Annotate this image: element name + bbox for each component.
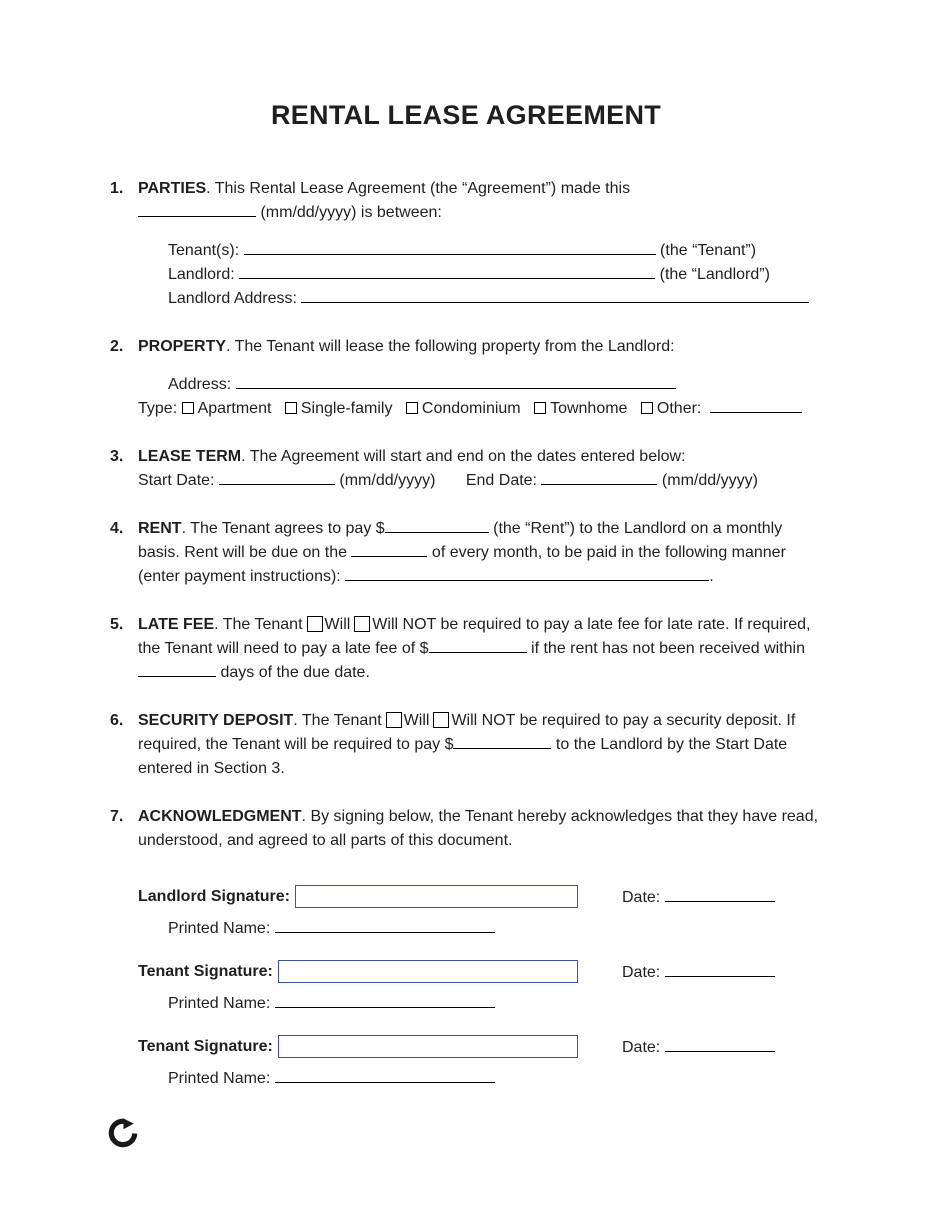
- end-date-format: (mm/dd/yyyy): [661, 472, 758, 489]
- late-fee-will-not-label: Will NOT: [372, 616, 436, 633]
- townhome-checkbox[interactable]: [534, 402, 546, 414]
- other-type-blank: [710, 398, 802, 413]
- end-date-label: End Date:: [465, 472, 537, 489]
- tenant-signature-field-2[interactable]: [278, 1035, 578, 1058]
- late-fee-will-label: Will: [324, 616, 351, 633]
- landlord-signature-row: [138, 885, 822, 908]
- parties-heading: PARTIES: [138, 180, 207, 197]
- type-option-condominium: [406, 400, 521, 417]
- section-late-fee: [110, 613, 822, 685]
- late-fee-amount-blank: [429, 638, 527, 653]
- tenant-printed-name-label-1: Printed Name:: [168, 995, 271, 1012]
- section-lease-term: [110, 445, 822, 493]
- property-address-wrap: [168, 373, 822, 397]
- parties-fields: [168, 239, 822, 311]
- landlord-date-blank: [665, 887, 775, 902]
- lease-term-intro-text: . The Agreement will start and end on the dates entered below:: [241, 448, 686, 465]
- property-type-label: Type:: [138, 400, 178, 417]
- property-intro-line: [138, 335, 822, 359]
- section-number-rent: 4.: [110, 520, 124, 537]
- security-deposit-text-2: to the Landlord by the Start Date entered in Section 3.: [138, 736, 788, 777]
- start-date-format: (mm/dd/yyyy): [339, 472, 436, 489]
- section-security-deposit: [110, 709, 822, 781]
- tenant-signature-block-2: [138, 1035, 822, 1088]
- tenant-date-group-2: [622, 1037, 775, 1057]
- late-fee-text: be required to pay a late fee for late rate. If required, the Tenant will need to pay a late fee of $: [138, 616, 811, 657]
- tenant-printed-name-label-2: Printed Name:: [168, 1070, 271, 1087]
- parties-date-format: (mm/dd/yyyy) is between:: [260, 204, 442, 221]
- rent-amount-blank: [385, 518, 489, 533]
- security-deposit-will-not-checkbox[interactable]: [433, 712, 449, 728]
- property-intro-text: . The Tenant will lease the following property from the Landlord:: [226, 338, 675, 355]
- start-date-blank: [219, 470, 335, 485]
- property-address-label: Address:: [168, 376, 232, 393]
- tenant-label: Tenant(s):: [168, 242, 240, 259]
- townhome-label: Townhome: [550, 400, 628, 417]
- tenant-signature-row-1: [138, 960, 822, 983]
- tenant-date-label-2: Date:: [622, 1038, 661, 1056]
- landlord-signature-left: [138, 885, 578, 908]
- property-body: [138, 335, 822, 421]
- tenant-printed-name-line-1: [168, 993, 822, 1013]
- landlord-address-line: [168, 287, 822, 311]
- section-acknowledgment: [110, 805, 822, 853]
- end-date-group: [466, 472, 758, 489]
- parties-intro-line: [138, 177, 822, 201]
- tenant-signature-left-2: [138, 1035, 578, 1058]
- rent-paragraph: [138, 517, 822, 589]
- tenant-signature-block-1: [138, 960, 822, 1013]
- late-fee-text-3: days of the due date.: [220, 664, 370, 681]
- landlord-printed-name-label: Printed Name:: [168, 920, 271, 937]
- security-deposit-body: [138, 709, 822, 781]
- type-option-other: [641, 400, 701, 417]
- tenant-printed-name-line-2: [168, 1068, 822, 1088]
- section-rent: [110, 517, 822, 589]
- type-option-single-family: [285, 400, 393, 417]
- landlord-signature-field[interactable]: [295, 885, 578, 908]
- section-number-acknowledgment: 7.: [110, 808, 124, 825]
- late-fee-will-checkbox[interactable]: [307, 616, 323, 632]
- security-deposit-will-label: Will: [403, 712, 430, 729]
- acknowledgment-body: [138, 805, 822, 853]
- acknowledgment-text: . By signing below, the Tenant hereby acknowledges that they have read, understood, and agreed to all parts of this document.: [138, 808, 819, 849]
- apartment-checkbox[interactable]: [182, 402, 194, 414]
- lease-term-dates-line: [138, 469, 822, 493]
- tenant-suffix: (the “Tenant”): [660, 242, 757, 259]
- tenant-name-blank: [244, 240, 656, 255]
- start-date-label: Start Date:: [138, 472, 215, 489]
- landlord-address-label: Landlord Address:: [168, 290, 297, 307]
- tenant-date-blank-2: [665, 1037, 775, 1052]
- rent-heading: RENT: [138, 520, 182, 537]
- tenant-date-label-1: Date:: [622, 963, 661, 981]
- rent-text-a: . The Tenant agrees to pay $: [181, 520, 385, 537]
- circular-arrow-logo: [108, 1118, 138, 1148]
- landlord-printed-name-blank: [275, 918, 495, 933]
- rent-period: .: [709, 568, 714, 585]
- tenant-printed-name-blank-2: [275, 1068, 495, 1083]
- security-deposit-text: be required to pay a security deposit. If required, the Tenant will be required to pay $: [138, 712, 796, 753]
- property-type-line: [138, 397, 822, 421]
- section-number-parties: 1.: [110, 180, 124, 197]
- security-deposit-lead: . The Tenant: [293, 712, 382, 729]
- landlord-address-blank: [301, 288, 809, 303]
- security-deposit-will-checkbox[interactable]: [386, 712, 402, 728]
- landlord-line: [168, 263, 822, 287]
- lease-term-heading: LEASE TERM: [138, 448, 242, 465]
- tenant-line: [168, 239, 822, 263]
- acknowledgment-paragraph: [138, 805, 822, 853]
- single-family-label: Single-family: [300, 400, 393, 417]
- tenant-signature-row-2: [138, 1035, 822, 1058]
- rent-due-day-blank: [351, 542, 427, 557]
- condominium-checkbox[interactable]: [406, 402, 418, 414]
- security-deposit-amount-blank: [453, 734, 551, 749]
- parties-date-line: [138, 201, 822, 225]
- rent-text-b: (the “Rent”) to the Landlord on a monthly basis. Rent will be due on the: [138, 520, 783, 561]
- tenant-date-blank-1: [665, 962, 775, 977]
- landlord-date-label: Date:: [622, 888, 661, 906]
- tenant-printed-name-blank-1: [275, 993, 495, 1008]
- tenant-date-group-1: [622, 962, 775, 982]
- late-fee-paragraph: [138, 613, 822, 685]
- late-fee-heading: LATE FEE: [138, 616, 215, 633]
- agreement-date-blank: [138, 202, 256, 217]
- signature-area: [138, 885, 822, 1088]
- property-address-blank: [236, 374, 676, 389]
- landlord-suffix: (the “Landlord”): [659, 266, 770, 283]
- end-date-blank: [541, 470, 657, 485]
- section-parties: [110, 177, 822, 311]
- tenant-signature-left-1: [138, 960, 578, 983]
- security-deposit-heading: SECURITY DEPOSIT: [138, 712, 294, 729]
- security-deposit-paragraph: [138, 709, 822, 781]
- section-number-late-fee: 5.: [110, 616, 124, 633]
- single-family-checkbox[interactable]: [285, 402, 297, 414]
- other-label: Other:: [656, 400, 702, 417]
- landlord-printed-name-line: [168, 918, 822, 938]
- property-address-line: [168, 373, 822, 397]
- apartment-label: Apartment: [197, 400, 272, 417]
- type-option-apartment: [182, 400, 272, 417]
- late-fee-body: [138, 613, 822, 685]
- tenant-signature-field-1[interactable]: [278, 960, 578, 983]
- type-option-townhome: [534, 400, 627, 417]
- landlord-name-blank: [239, 264, 655, 279]
- landlord-signature-label: Landlord Signature:: [138, 887, 290, 905]
- late-fee-text-2: if the rent has not been received within: [531, 640, 805, 657]
- property-heading: PROPERTY: [138, 338, 227, 355]
- start-date-group: [138, 472, 435, 489]
- section-number-security-deposit: 6.: [110, 712, 124, 729]
- late-fee-will-not-checkbox[interactable]: [354, 616, 370, 632]
- landlord-label: Landlord:: [168, 266, 235, 283]
- parties-body: [138, 177, 822, 311]
- page-title: RENTAL LEASE AGREEMENT: [270, 100, 662, 130]
- lease-term-body: [138, 445, 822, 493]
- security-deposit-will-not-label: Will NOT: [451, 712, 516, 729]
- condominium-label: Condominium: [421, 400, 521, 417]
- acknowledgment-heading: ACKNOWLEDGMENT: [138, 808, 302, 825]
- tenant-signature-label-2: Tenant Signature:: [138, 1037, 273, 1055]
- other-checkbox[interactable]: [641, 402, 653, 414]
- section-number-lease-term: 3.: [110, 448, 124, 465]
- late-fee-lead: . The Tenant: [214, 616, 303, 633]
- landlord-signature-block: [138, 885, 822, 938]
- late-fee-days-blank: [138, 662, 216, 677]
- rent-text-c: of every month, to be paid in the following manner (enter payment instructions):: [138, 544, 786, 585]
- tenant-signature-label-1: Tenant Signature:: [138, 962, 273, 980]
- rent-body: [138, 517, 822, 589]
- lease-term-intro-line: [138, 445, 822, 469]
- parties-intro-text: . This Rental Lease Agreement (the “Agreement”) made this: [206, 180, 631, 197]
- landlord-date-group: [622, 887, 775, 907]
- payment-instructions-blank: [345, 566, 709, 581]
- section-property: [110, 335, 822, 421]
- section-number-property: 2.: [110, 338, 124, 355]
